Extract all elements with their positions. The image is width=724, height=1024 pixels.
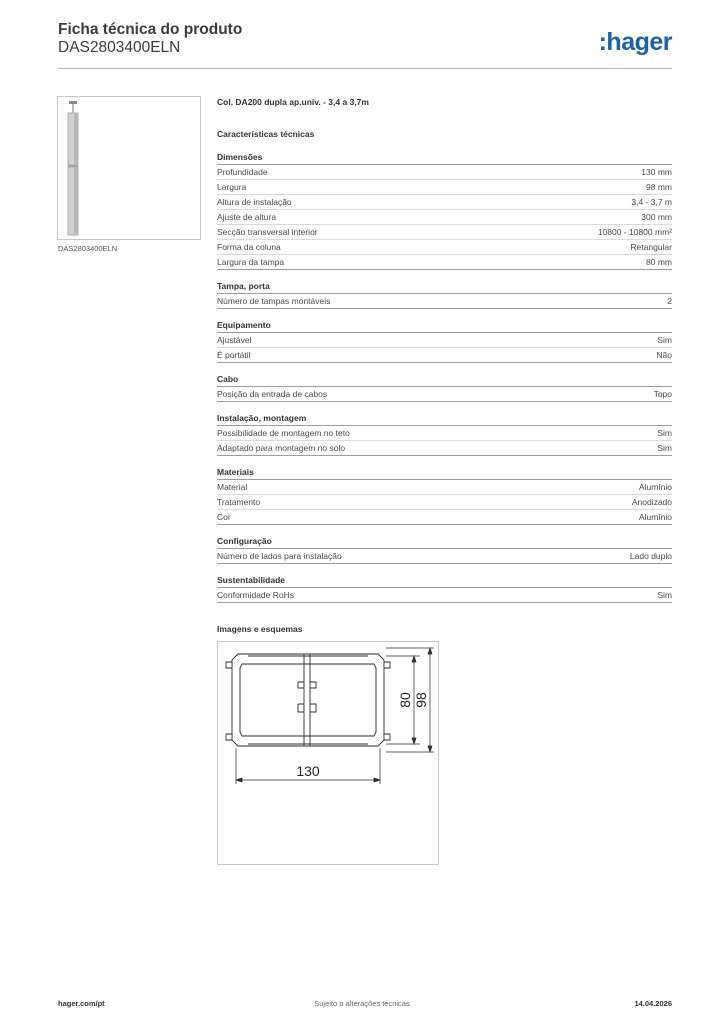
spec-group [217, 412, 672, 456]
spec-row [217, 180, 672, 195]
spec-row [217, 255, 672, 270]
technical-drawing [217, 641, 439, 865]
spec-value: Anodizado [631, 497, 672, 507]
spec-group [217, 535, 672, 564]
spec-value: 98 mm [646, 182, 672, 192]
spec-group [217, 574, 672, 603]
document-title: Ficha técnica do produto [58, 21, 243, 38]
spec-row [217, 387, 672, 402]
spec-value: Sim [657, 428, 672, 438]
spec-value: Lado duplo [629, 551, 672, 561]
spec-label: Largura [217, 182, 247, 192]
width-dimension-label: 130 [296, 763, 320, 779]
spec-row [217, 348, 672, 363]
spec-group-title: Tampa, porta [217, 280, 672, 294]
height-dimension-label: 98 [413, 692, 429, 708]
spec-row [217, 165, 672, 180]
spec-label: É portátil [217, 350, 251, 360]
spec-value: Alumínio [638, 482, 672, 492]
spec-group-title: Equipamento [217, 319, 672, 333]
spec-label: Número de lados para instalação [217, 551, 342, 561]
spec-row [217, 441, 672, 456]
spec-row [217, 510, 672, 525]
spec-value: 10800 - 10800 mm² [597, 227, 672, 237]
spec-value: 2 [667, 296, 672, 306]
cover-dimension-label: 80 [397, 692, 413, 708]
spec-group-title: Dimensões [217, 151, 672, 165]
header-divider [58, 68, 672, 69]
spec-value: Sim [657, 590, 672, 600]
specifications [217, 96, 672, 636]
spec-row [217, 495, 672, 510]
spec-label: Altura de instalação [217, 197, 292, 207]
product-name: Col. DA200 dupla ap.univ. - 3,4 a 3,7m [217, 97, 369, 107]
spec-row [217, 333, 672, 348]
spec-group-title: Configuração [217, 535, 672, 549]
cross-section-svg [218, 642, 438, 864]
hager-logo: :hager [598, 28, 672, 56]
spec-label: Número de tampas montáveis [217, 296, 331, 306]
spec-value: Topo [653, 389, 672, 399]
spec-value: Alumínio [638, 512, 672, 522]
spec-label: Possibilidade de montagem no teto [217, 428, 350, 438]
spec-label: Conformidade RoHs [217, 590, 295, 600]
spec-value: 3,4 - 3,7 m [631, 197, 672, 207]
spec-value: 130 mm [641, 167, 672, 177]
images-heading: Imagens e esquemas [217, 624, 303, 634]
spec-value: Sim [657, 335, 672, 345]
spec-value: Sim [657, 443, 672, 453]
spec-row [217, 549, 672, 564]
footer-website: hager.com/pt [58, 999, 105, 1008]
spec-row [217, 294, 672, 309]
spec-label: Secção transversal interior [217, 227, 318, 237]
spec-row [217, 480, 672, 495]
column-illustration [58, 97, 200, 239]
product-image [57, 96, 201, 240]
spec-label: Adaptado para montagem no solo [217, 443, 346, 453]
spec-groups [217, 151, 672, 603]
spec-label: Largura da tampa [217, 257, 285, 267]
spec-value: 300 mm [641, 212, 672, 222]
spec-row [217, 588, 672, 603]
spec-group [217, 319, 672, 363]
spec-group [217, 373, 672, 402]
spec-row [217, 225, 672, 240]
spec-value: Retangular [630, 242, 672, 252]
tech-heading: Características técnicas [217, 129, 315, 139]
spec-label: Cor [217, 512, 231, 522]
spec-group [217, 151, 672, 270]
spec-group [217, 466, 672, 525]
product-image-caption: DAS2803400ELN [58, 244, 118, 253]
spec-group-title: Cabo [217, 373, 672, 387]
product-code: DAS2803400ELN [58, 39, 181, 56]
spec-group-title: Materiais [217, 466, 672, 480]
footer-notice: Sujeito a alterações técnicas [314, 999, 410, 1008]
footer-date: 14.04.2026 [634, 999, 672, 1008]
spec-label: Material [217, 482, 248, 492]
spec-group-title: Instalação, montagem [217, 412, 672, 426]
spec-row [217, 240, 672, 255]
spec-label: Forma da coluna [217, 242, 281, 252]
spec-row [217, 210, 672, 225]
spec-group [217, 280, 672, 309]
spec-group-title: Sustentabilidade [217, 574, 672, 588]
spec-label: Profundidade [217, 167, 268, 177]
spec-row [217, 426, 672, 441]
spec-value: Não [656, 350, 672, 360]
spec-row [217, 195, 672, 210]
spec-label: Posição da entrada de cabos [217, 389, 328, 399]
spec-label: Ajustável [217, 335, 252, 345]
spec-label: Ajuste de altura [217, 212, 277, 222]
spec-value: 80 mm [646, 257, 672, 267]
spec-label: Tratamento [217, 497, 261, 507]
